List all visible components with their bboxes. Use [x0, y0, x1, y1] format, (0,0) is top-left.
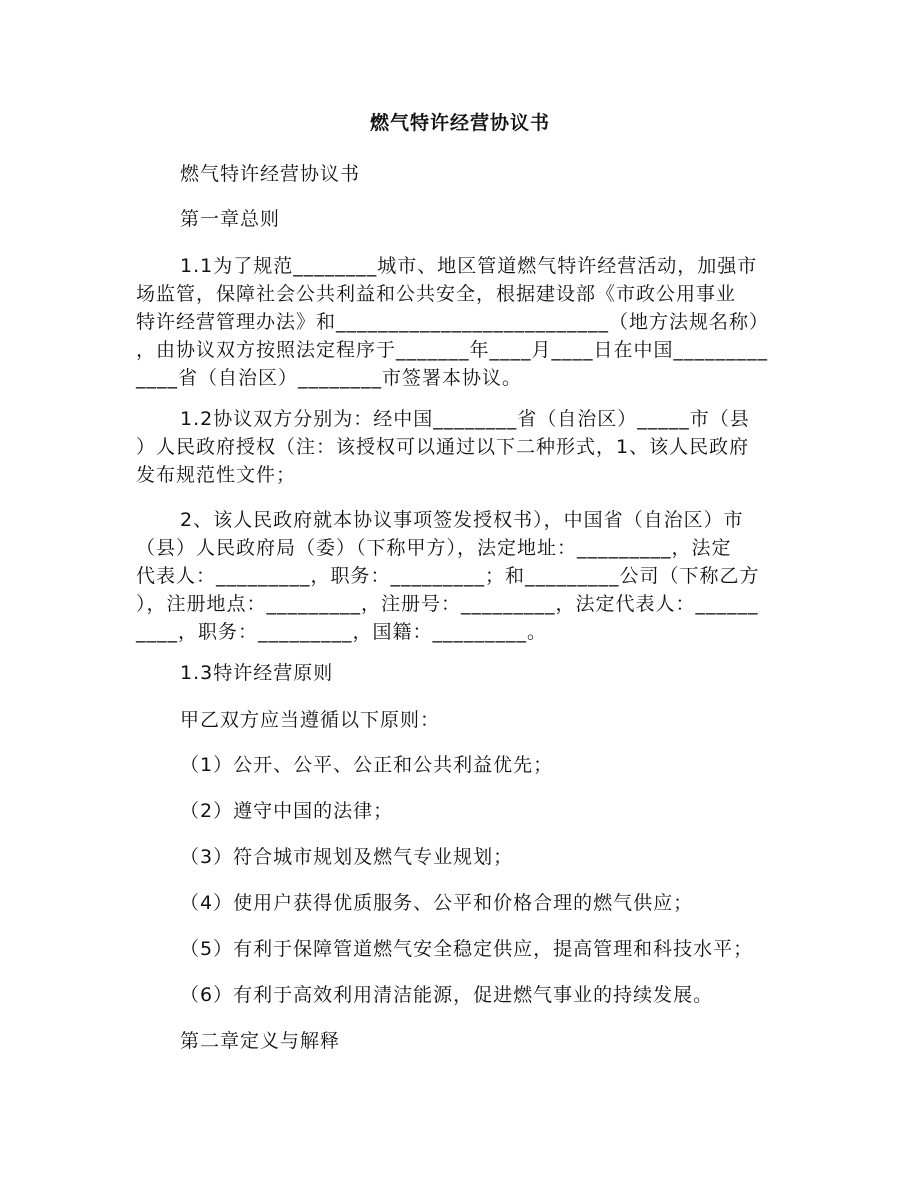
- paragraph-line: （县）人民政府局（委）（下称甲方），法定地址：_________，法定: [136, 537, 732, 559]
- principle-item: [136, 889, 786, 917]
- principles-intro: [136, 706, 786, 734]
- document-title: 燃气特许经营协议书: [369, 112, 550, 134]
- paragraph-line: 2、该人民政府就本协议事项签发授权书），中国省（自治区）市: [180, 509, 744, 531]
- principle-item: [136, 935, 786, 963]
- paragraph-line: 场监管，保障社会公共利益和公共安全，根据建设部《市政公用事业: [136, 283, 737, 305]
- paragraph-line: ____省（自治区）________市签署本协议。: [136, 367, 523, 389]
- paragraph-line: 发布规范性文件；: [136, 464, 297, 486]
- paragraph-1-3-text: 1.3特许经营原则: [180, 662, 334, 684]
- principles-intro-text: 甲乙双方应当遵循以下原则：: [180, 709, 441, 731]
- principle-text: （1）公开、公平、公正和公共利益优先；: [180, 754, 554, 776]
- chapter-2-text: 第二章定义与解释: [180, 1030, 341, 1052]
- paragraph-line: ），注册地点：_________，注册号：_________，法定代表人：______: [136, 593, 759, 615]
- chapter-2-heading: [136, 1027, 786, 1055]
- principle-item: [136, 751, 786, 779]
- chapter-1-text: 第一章总则: [180, 208, 281, 230]
- principle-text: （2）遵守中国的法律；: [180, 800, 394, 822]
- paragraph-1-1: [136, 252, 786, 392]
- principle-text: （3）符合城市规划及燃气专业规划；: [180, 846, 514, 868]
- paragraph-line: 1.2协议双方分别为：经中国________省（自治区）_____市（县: [180, 408, 750, 430]
- paragraph-2: [136, 506, 786, 646]
- subtitle-text: 燃气特许经营协议书: [180, 163, 361, 185]
- chapter-1-heading: [136, 205, 786, 233]
- principle-text: （5）有利于保障管道燃气安全稳定供应，提高管理和科技水平；: [180, 938, 754, 960]
- subtitle-paragraph: [136, 160, 786, 188]
- paragraph-line: 特许经营管理办法》和__________________________（地方法规名称）: [136, 311, 770, 333]
- paragraph-line: 代表人：_________，职务：_________；和_________公司（下称乙方: [136, 565, 760, 587]
- paragraph-line: ，由协议双方按照法定程序于_______年____月____日在中国_________: [136, 339, 769, 361]
- paragraph-line: ）人民政府授权（注：该授权可以通过以下二种形式，1、该人民政府: [136, 436, 750, 458]
- paragraph-1-3: [136, 659, 786, 687]
- paragraph-line: ____，职务：_________，国籍：_________。: [136, 621, 548, 643]
- principle-text: （4）使用户获得优质服务、公平和价格合理的燃气供应；: [180, 892, 694, 914]
- principle-text: （6）有利于高效利用清洁能源，促进燃气事业的持续发展。: [180, 984, 714, 1006]
- principle-item: [136, 797, 786, 825]
- principle-item: [136, 981, 786, 1009]
- principle-item: [136, 843, 786, 871]
- paragraph-1-2: [136, 405, 786, 489]
- paragraph-line: 1.1为了规范________城市、地区管道燃气特许经营活动，加强市: [180, 255, 758, 277]
